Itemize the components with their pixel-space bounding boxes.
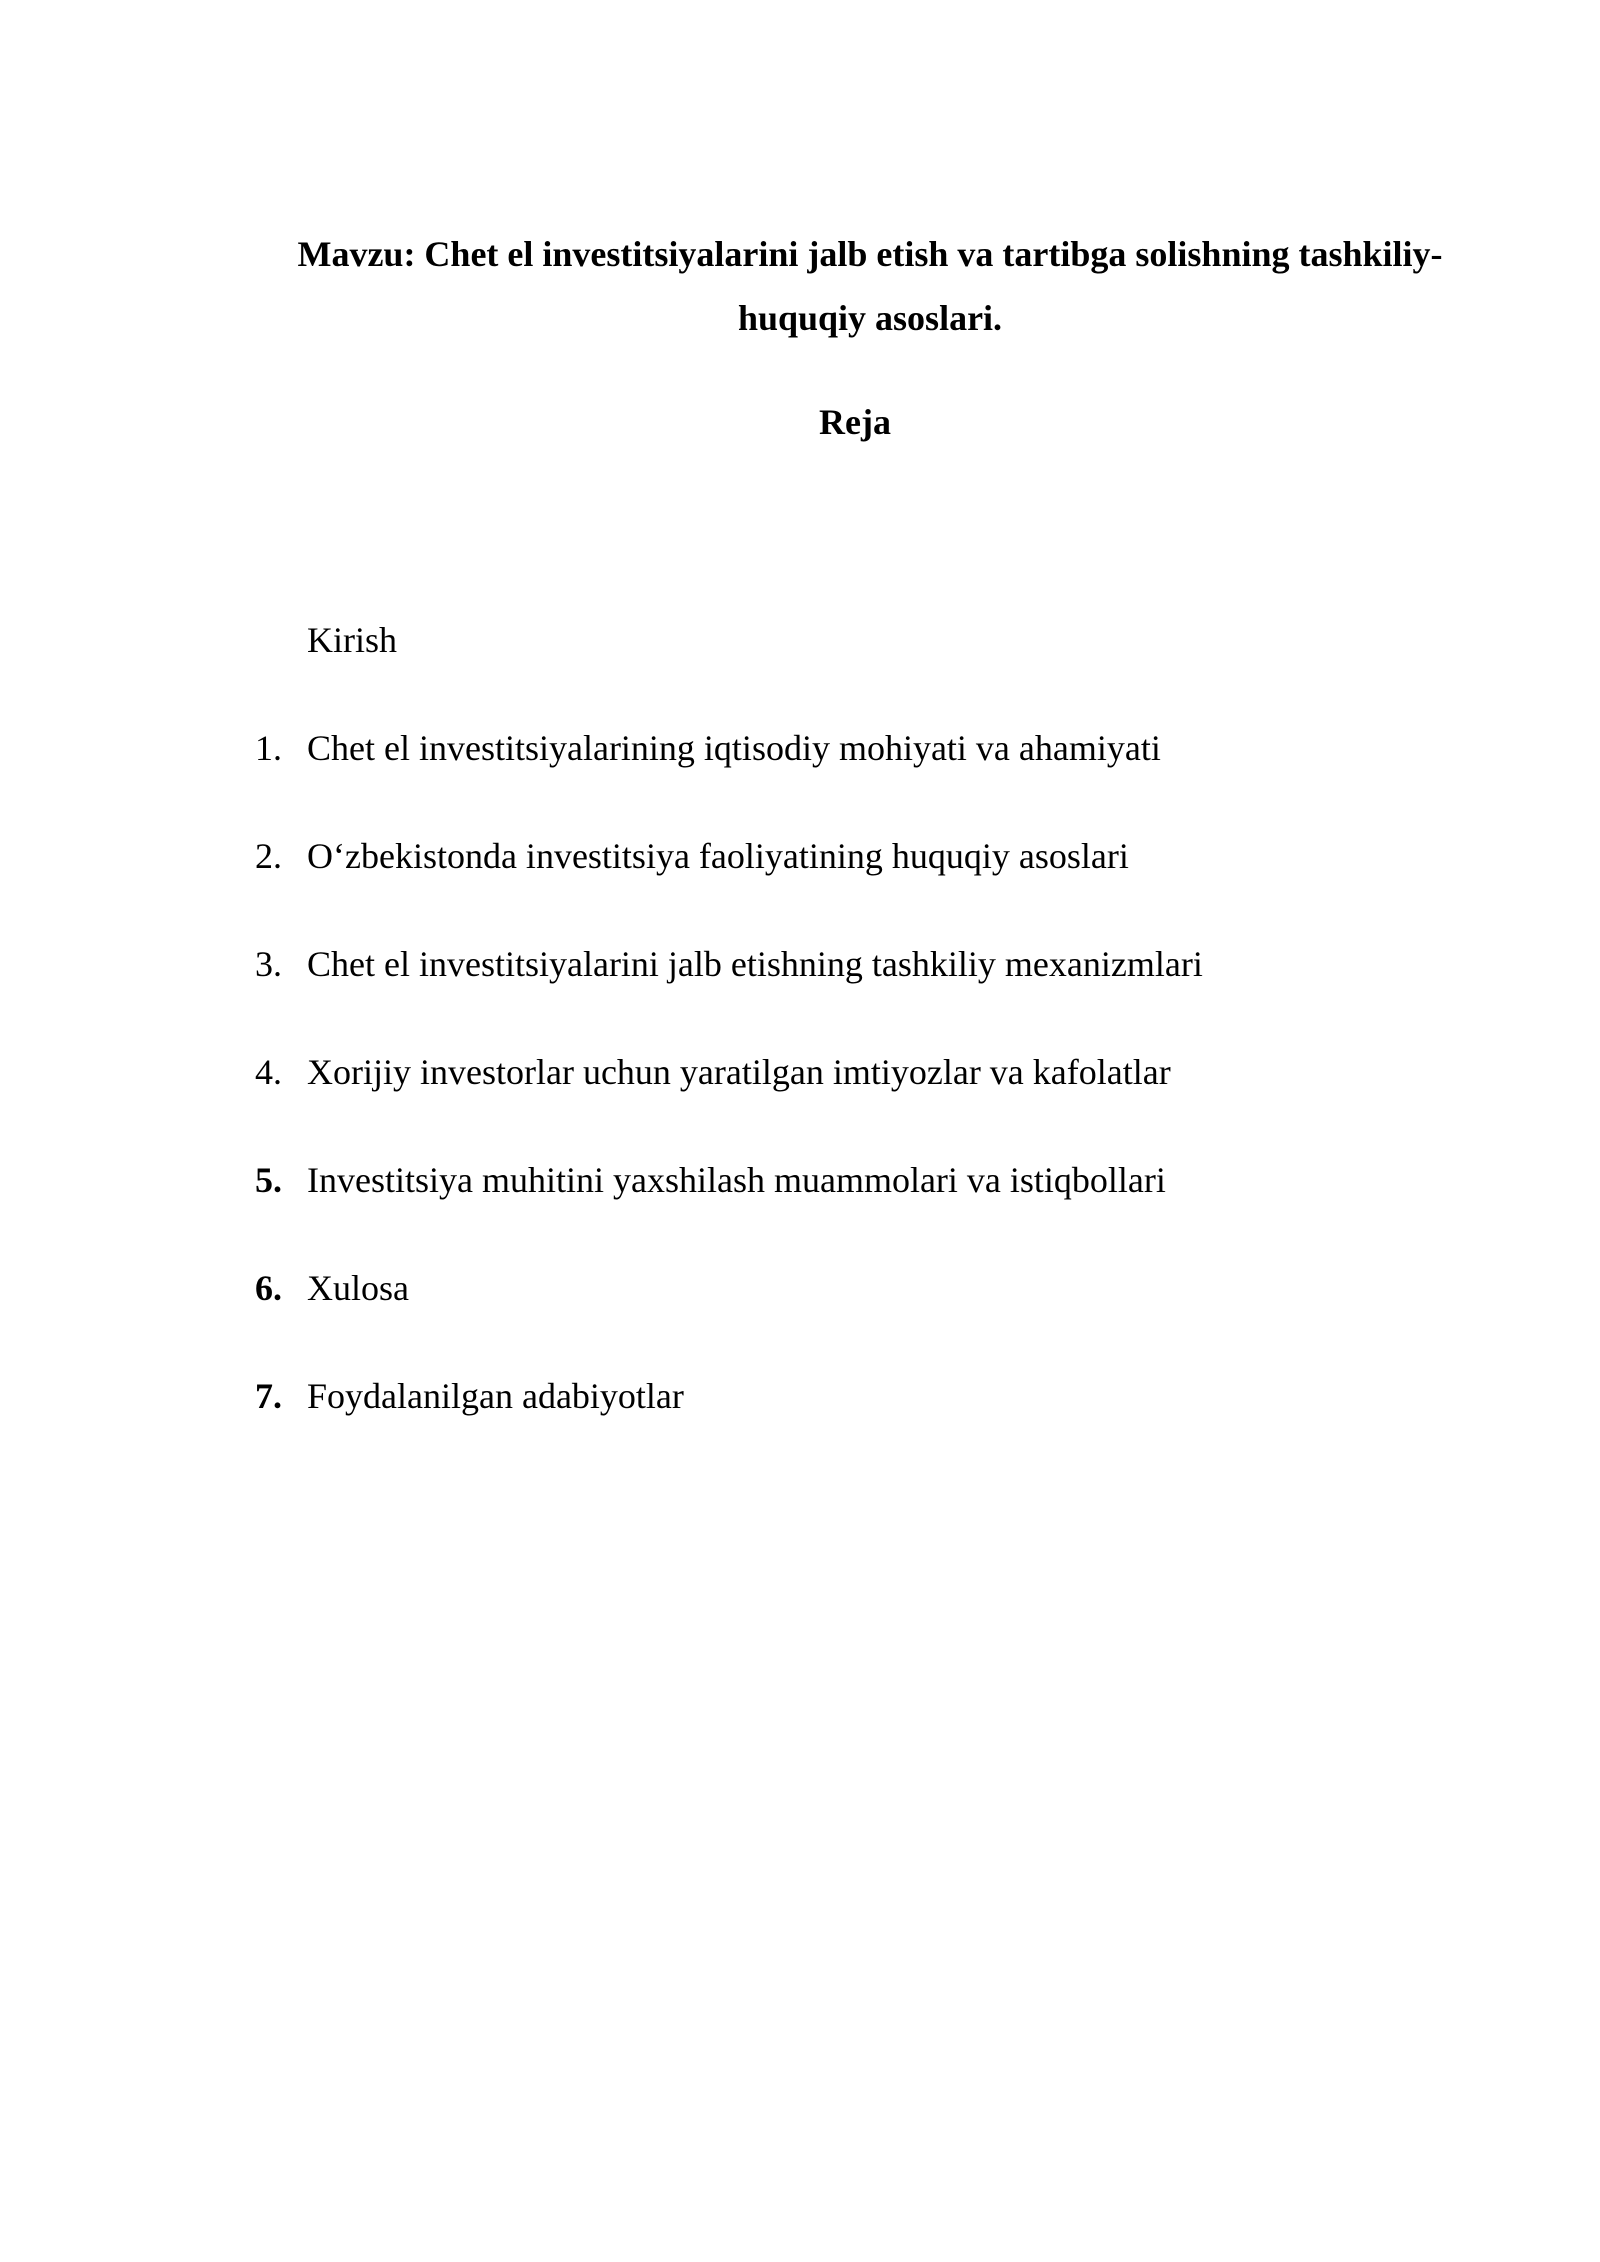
plan-item-number: 5.: [255, 1160, 282, 1200]
plan-item-5: [255, 1156, 1166, 1204]
plan-item-number: 3.: [255, 944, 282, 984]
plan-item-text: Investitsiya muhitini yaxshilash muammolari va istiqbollari: [307, 1160, 1166, 1200]
plan-item-6: [255, 1264, 409, 1312]
plan-item-7: [255, 1372, 684, 1420]
plan-item-1: [255, 724, 1161, 772]
plan-item-text: Xorijiy investorlar uchun yaratilgan imtiyozlar va kafolatlar: [307, 1052, 1171, 1092]
plan-item-4: [255, 1048, 1171, 1096]
plan-item-text: Chet el investitsiyalarini jalb etishning tashkiliy mexanizmlari: [307, 944, 1203, 984]
plan-item-text: O‘zbekistonda investitsiya faoliyatining huquqiy asoslari: [307, 836, 1129, 876]
plan-item-text: Foydalanilgan adabiyotlar: [307, 1376, 684, 1416]
plan-item-2: [255, 832, 1129, 880]
plan-item-number: 1.: [255, 728, 282, 768]
plan-heading: Reja: [819, 402, 891, 442]
document-title: Mavzu: Chet el investitsiyalarini jalb etish va tartibga solishning tashkiliy-huquqiy asoslari.: [297, 234, 1443, 338]
plan-item-text: Chet el investitsiyalarining iqtisodiy mohiyati va ahamiyati: [307, 728, 1161, 768]
plan-intro: [307, 616, 397, 664]
plan-item-3: [255, 940, 1203, 988]
plan-item-number: 2.: [255, 836, 282, 876]
plan-intro-text: Kirish: [307, 620, 397, 660]
plan-item-number: 4.: [255, 1052, 282, 1092]
plan-item-number: 6.: [255, 1268, 282, 1308]
plan-item-number: 7.: [255, 1376, 282, 1416]
plan-item-text: Xulosa: [307, 1268, 409, 1308]
